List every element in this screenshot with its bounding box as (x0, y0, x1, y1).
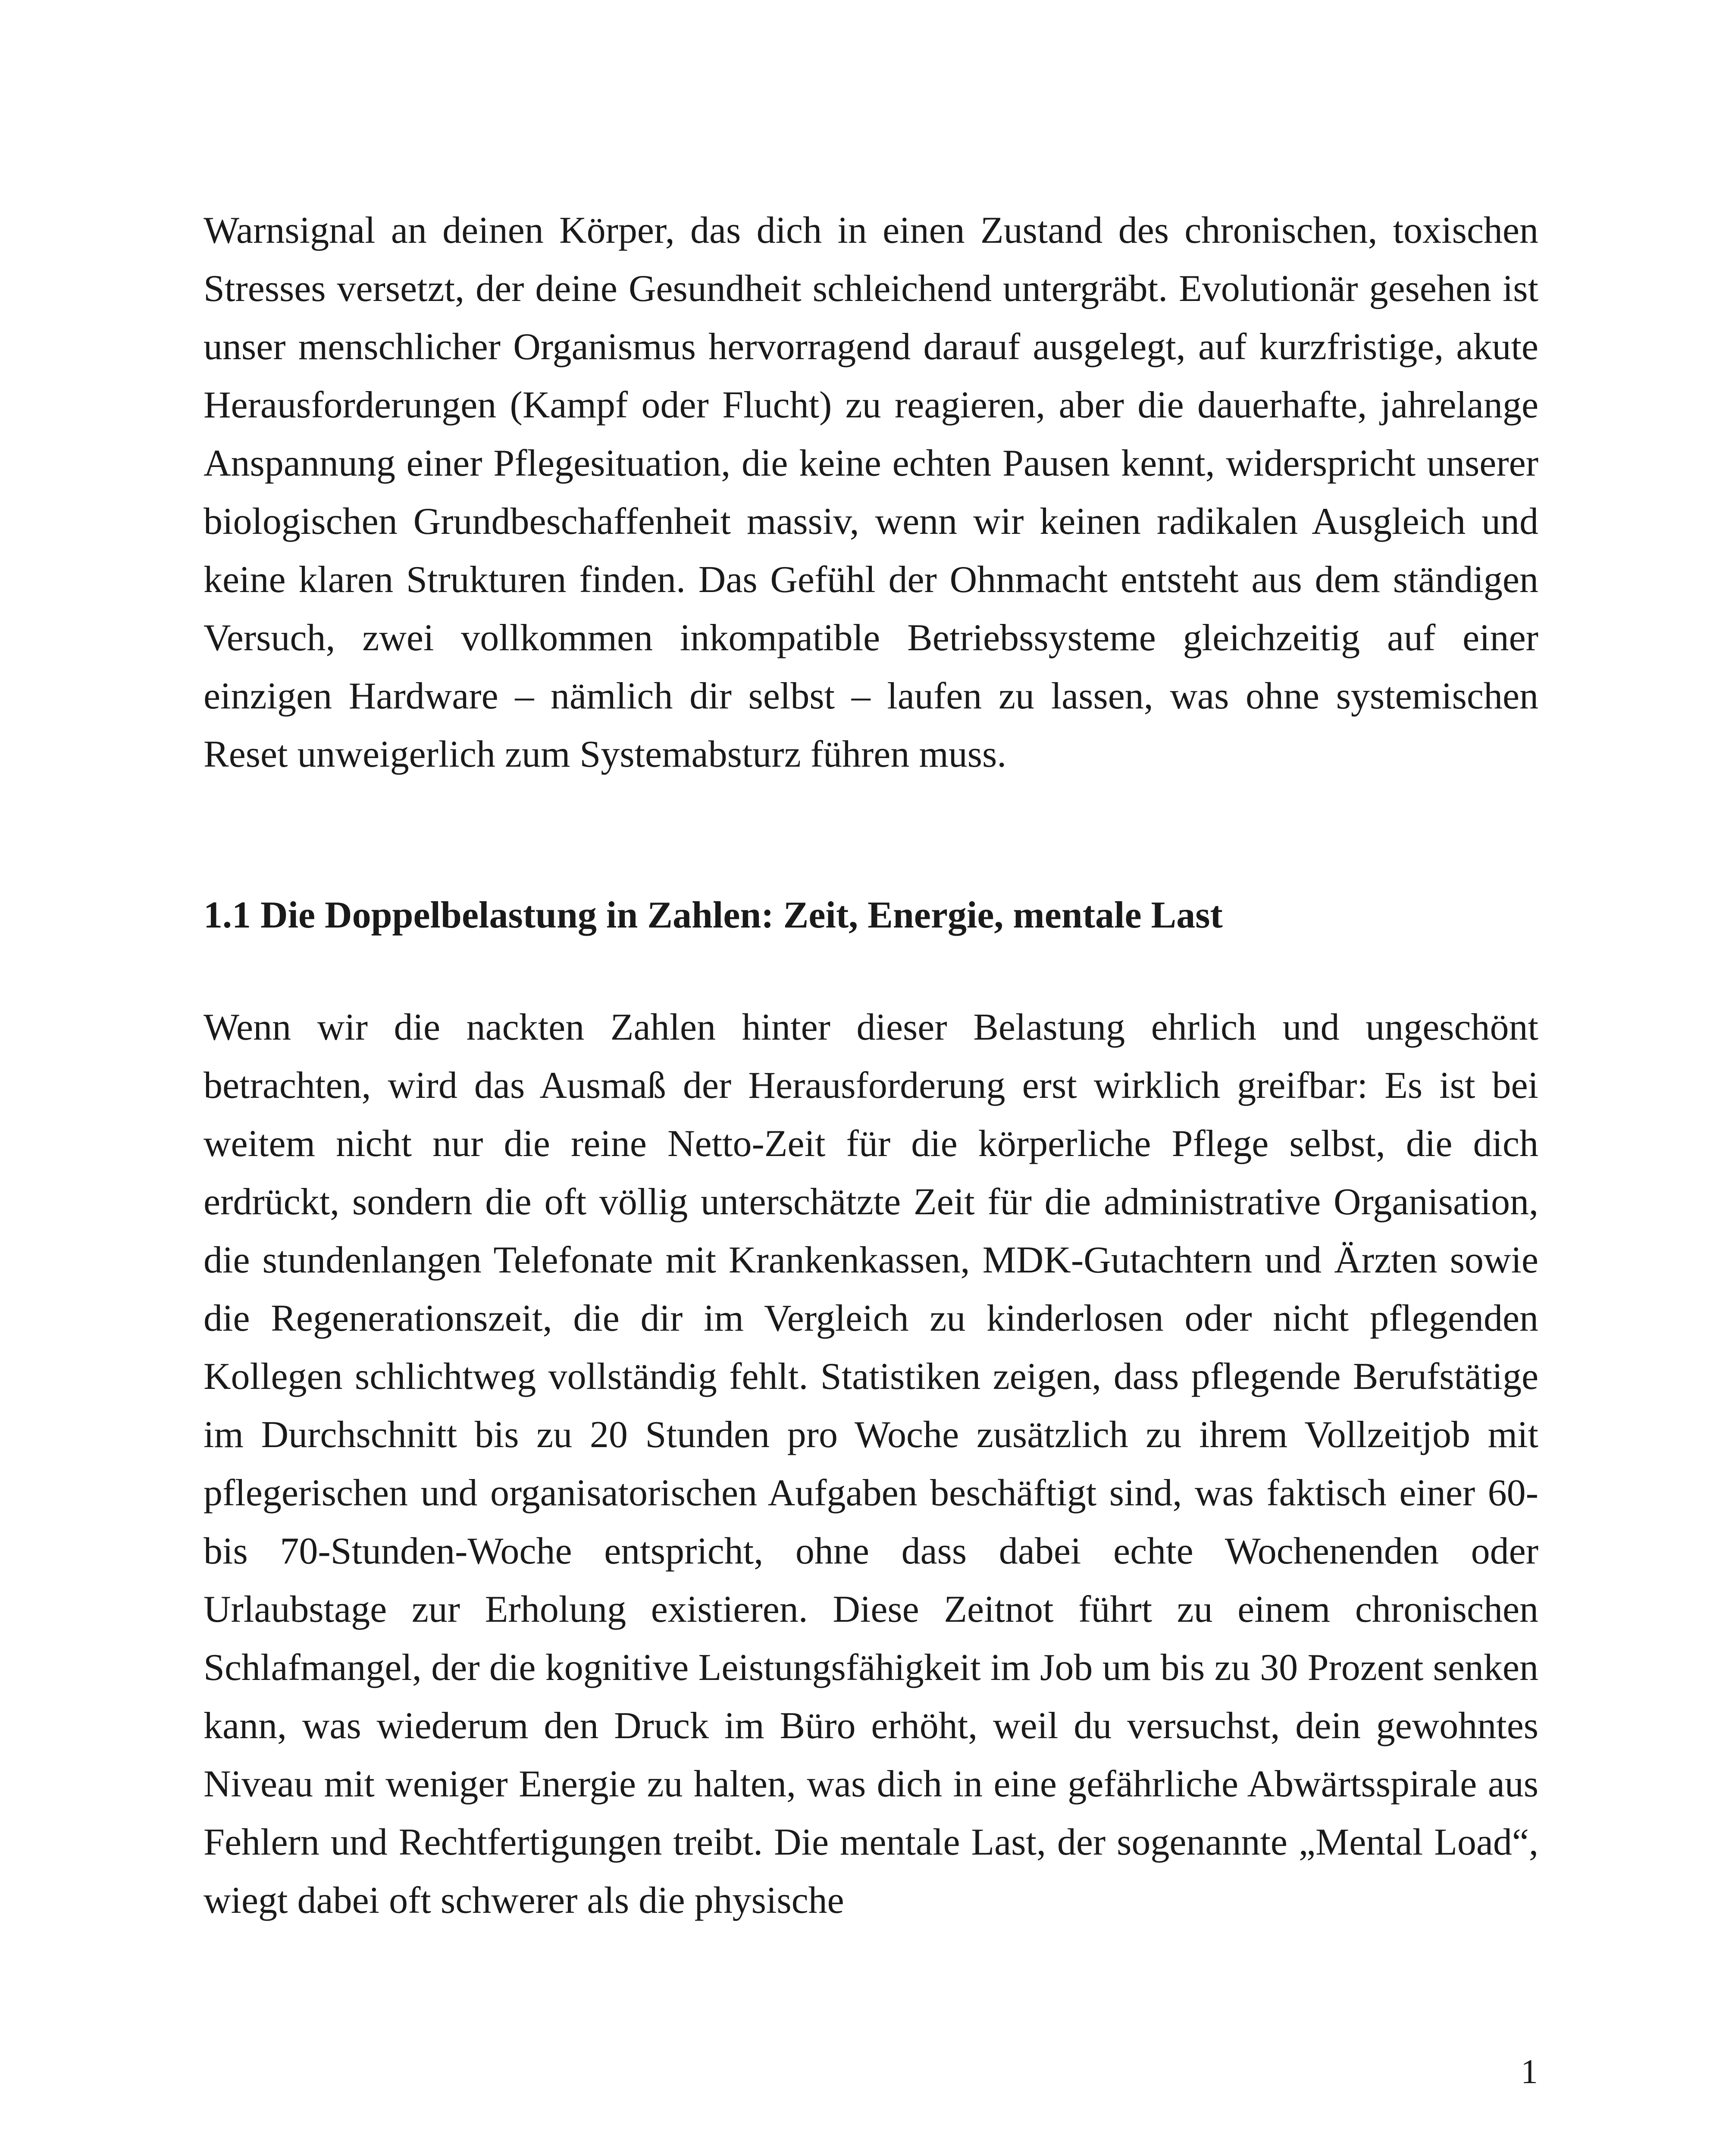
body-paragraph-1: Warnsignal an deinen Körper, das dich in einen Zustand des chronischen, toxischen Stresses versetzt, der deine Gesundheit schleichend untergräbt. Evolutionär gesehen ist unser menschlicher Organismus hervorragend darauf ausgelegt, auf kurzfristige, akute Herausforderungen (Kampf oder Flucht) zu reagieren, aber die dauerhafte, jahrelange Anspannung einer Pflegesituation, die keine echten Pausen kennt, widerspricht unserer biologischen Grundbeschaffenheit massiv, wenn wir keinen radikalen Ausgleich und keine klaren Strukturen finden. Das Gefühl der Ohnmacht entsteht aus dem ständigen Versuch, zwei vollkommen inkompatible Betriebssysteme gleichzeitig auf einer einzigen Hardware – nämlich dir selbst – laufen zu lassen, was ohne systemischen Reset unweigerlich zum Systemabsturz führen muss. (204, 210, 1538, 775)
body-paragraph-2: Wenn wir die nackten Zahlen hinter dieser Belastung ehrlich und ungeschönt betrachten, wird das Ausmaß der Herausforderung erst wirklich greifbar: Es ist bei weitem nicht nur die reine Netto-Zeit für die körperliche Pflege selbst, die dich erdrückt, sondern die oft völlig unterschätzte Zeit für die administrative Organisation, die stundenlangen Telefonate mit Krankenkassen, MDK-Gutachtern und Ärzten sowie die Regenerationszeit, die dir im Vergleich zu kinderlosen oder nicht pflegenden Kollegen schlichtweg vollständig fehlt. Statistiken zeigen, dass pflegende Berufstätige im Durchschnitt bis zu 20 Stunden pro Woche zusätzlich zu ihrem Vollzeitjob mit pflegerischen und organisatorischen Aufgaben beschäftigt sind, was faktisch einer 60- bis 70-Stunden-Woche entspricht, ohne dass dabei echte Wochenenden oder Urlaubstage zur Erholung existieren. Diese Zeitnot führt zu einem chronischen Schlafmangel, der die kognitive Leistungsfähigkeit im Job um bis zu 30 Prozent senken kann, was wiederum den Druck im Büro erhöht, weil du versuchst, dein gewohntes Niveau mit weniger Energie zu halten, was dich in eine gefährliche Abwärtsspirale aus Fehlern und Rechtfertigungen treibt. Die mentale Last, der sogenannte „Mental Load“, wiegt dabei oft schwerer als die physische (204, 1006, 1538, 1921)
page-number: 1 (1521, 2053, 1538, 2091)
section-heading: 1.1 Die Doppelbelastung in Zahlen: Zeit, Energie, mentale Last (204, 894, 1223, 936)
